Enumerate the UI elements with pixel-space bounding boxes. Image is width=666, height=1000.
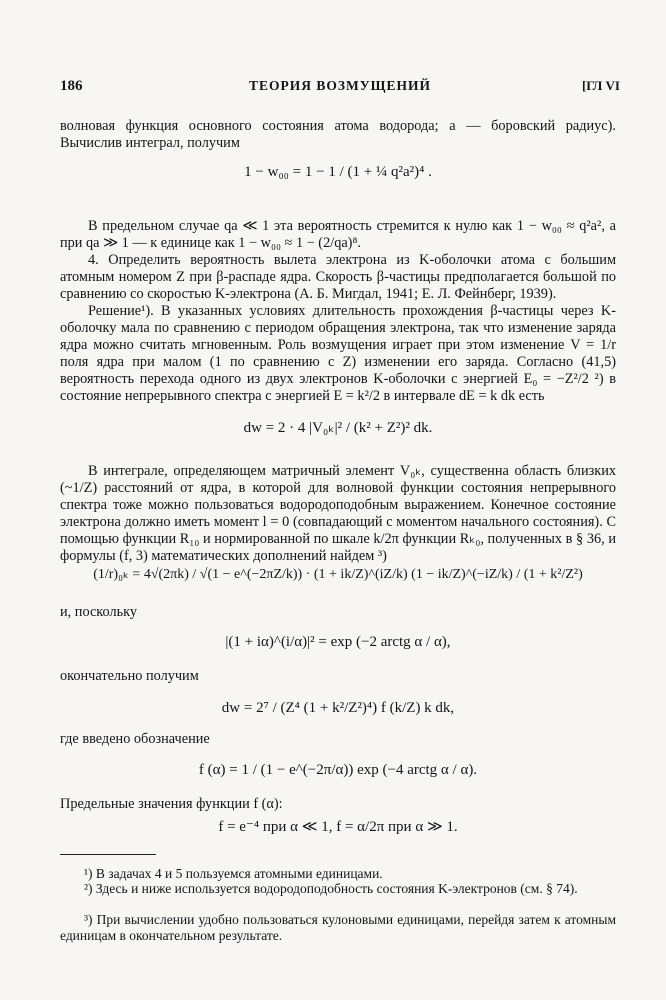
paragraph-5: В интеграле, определяющем матричный элемент V₀ₖ, существенна область близких (~1/Z) расстояний от ядра, в которой для волновой функции состояния непрерывного спектра тоже можно пользоваться водородоподобным выражением. Конечное состояние электрона должно иметь момент l = 0 (совпадающий с моментом начального состояния). С помощью функции R₁₀ и нормированной по шкале k/2π функции Rₖ₀, полученных в § 36, и формулы (f, 3) математических дополнений найдем ³) <box>60 463 616 564</box>
footnote-2: ²) Здесь и ниже используется водородоподобность состояния K-электронов (см. § 74). <box>84 881 578 896</box>
formula-6: f (α) = 1 / (1 − e^(−2π/α)) exp (−4 arctg α / α). <box>198 762 478 778</box>
footnote-divider <box>60 854 156 855</box>
running-title: ТЕОРИЯ ВОЗМУЩЕНИЙ <box>249 78 431 93</box>
paragraph-2: В предельном случае qa ≪ 1 эта вероятность стремится к нулю как 1 − w₀₀ ≈ q²a², а при qa ≫ 1 — к единице как 1 − w₀₀ ≈ 1 − (2/qa)⁸. <box>60 218 616 251</box>
paragraph-7: окончательно получим <box>60 668 199 684</box>
formula-2: dw = 2 · 4 |V₀ₖ|² / (k² + Z²)² dk. <box>243 420 433 436</box>
chapter-label: [ГЛ VI <box>581 78 620 93</box>
footnote-1: ¹) В задачах 4 и 5 пользуемся атомными единицами. <box>84 866 383 881</box>
paragraph-6: и, поскольку <box>60 604 138 620</box>
paragraph-1: волновая функция основного состояния атома водорода; a — боровский радиус). Вычислив интеграл, получим <box>60 118 616 151</box>
formula-1: 1 − w₀₀ = 1 − 1 / (1 + ¼ q²a²)⁴ . <box>244 164 432 180</box>
formula-4: |(1 + iα)^(i/α)|² = exp (−2 arctg α / α), <box>225 634 451 650</box>
problem-4-statement: 4. Определить вероятность вылета электрона из K-оболочки атома с большим атомным номером Z при β-распаде ядра. Скорость β-частицы предполагается большой по сравнению со скоростью K-электрона (А. Б. Мигдал, 1941; Е. Л. Фейнберг, 1939). <box>60 252 616 302</box>
paragraph-8: где введено обозначение <box>60 731 210 747</box>
formula-5: dw = 2⁷ / (Z⁴ (1 + k²/Z²)⁴) f (k/Z) k dk, <box>221 700 455 716</box>
footnote-3: ³) При вычислении удобно пользоваться кулоновыми единицами, перейдя затем к атомным единицам в окончательном результате. <box>60 912 616 943</box>
paragraph-9: Предельные значения функции f (α): <box>60 796 283 812</box>
page-number: 186 <box>60 78 83 94</box>
formula-3: (1/r)₀ₖ = 4√(2πk) / √(1 − e^(−2πZ/k)) · (1 + ik/Z)^(iZ/k) (1 − ik/Z)^(−iZ/k) / (1 + k²/Z²) <box>93 567 583 582</box>
running-header <box>60 78 620 100</box>
solution-paragraph: Решение¹). В указанных условиях длительность прохождения β-частицы через K-оболочку мала по сравнению с периодом обращения электрона, так что изменение заряда ядра можно считать мгновенным. Роль возмущения играет при этом изменение V = 1/r поля ядра при малом (1 по сравнению с Z) изменении его заряда. Согласно (41,5) вероятность перехода одного из двух электронов K-оболочки с энергией E₀ = −Z²/2 ²) в состояние непрерывного спектра с энергией E = k²/2 в интервале dE = k dk есть <box>60 303 616 404</box>
formula-7: f = e⁻⁴ при α ≪ 1, f = α/2π при α ≫ 1. <box>218 819 458 835</box>
